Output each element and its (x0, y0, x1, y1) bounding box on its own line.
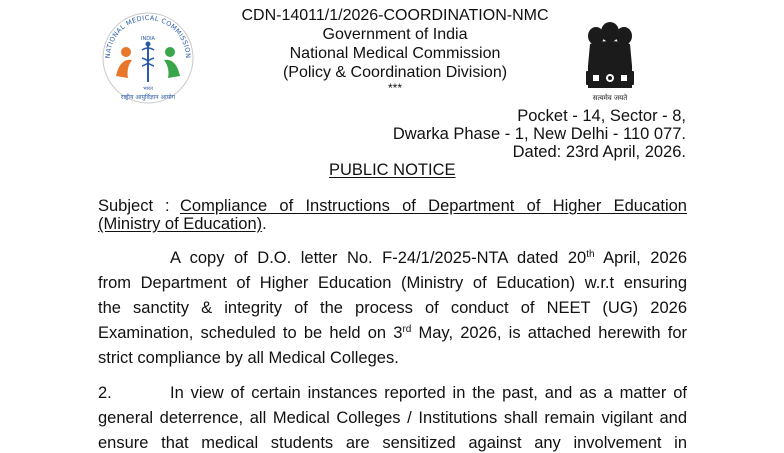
notice-date: Dated: 23rd April, 2026. (512, 143, 686, 161)
emblem-motto: सत्यमेव जयते (592, 94, 628, 102)
subject-label-text: Subject (98, 197, 154, 215)
para1-l4-post: May, 2026, is attached herewith for (411, 324, 687, 342)
logo-india-text: INDIA (141, 36, 155, 42)
para1-l4-sup: rd (402, 324, 412, 335)
subject-colon: : (165, 197, 170, 215)
subject-text-line-2 (98, 214, 267, 234)
address-line-1: Pocket - 14, Sector - 8, (517, 107, 686, 125)
para2-line-3: ensure that medical students are sensitized against any involvement in (98, 434, 687, 452)
para1-line-4 (98, 323, 687, 343)
header-division: (Policy & Coordination Division) (282, 64, 508, 81)
para1-l1-pre: A copy of D.O. letter No. F-24/1/2025-NTA dated 20 (170, 249, 587, 267)
para2-line-2: general deterrence, all Medical Colleges / Institutions shall remain vigilant and (98, 409, 687, 427)
address-line-2: Dwarka Phase - 1, New Delhi - 110 077. (392, 125, 686, 143)
para2-line-1: In view of certain instances reported in the past, and as a matter of (170, 384, 687, 402)
letter-header (200, 6, 590, 94)
subject-label (98, 196, 170, 216)
para1-l1-post: April, 2026 (594, 249, 687, 267)
para1-line-2: from Department of Higher Education (Ministry of Education) w.r.t ensuring (98, 274, 687, 292)
logo-arc-text: NATIONAL MEDICAL COMMISSION (103, 13, 193, 59)
subject-ministry: (Ministry of Education) (98, 215, 263, 233)
subject-period: . (262, 215, 267, 233)
header-stars: *** (387, 81, 402, 95)
para1-l1-sup: th (586, 249, 595, 260)
logo-hindi-small: भारत (143, 86, 153, 92)
para2-number: 2. (98, 384, 112, 402)
header-commission: National Medical Commission (289, 45, 501, 62)
logo-hindi-text: राष्ट्रीय आयुर्विज्ञान आयोग (120, 94, 176, 101)
header-government: Government of India (322, 26, 468, 43)
para1-line-3: the sanctity & integrity of the process of conduct of NEET (UG) 2026 (98, 299, 687, 317)
subject-text-line-1: Compliance of Instructions of Department of Higher Education (180, 197, 687, 215)
notice-title: PUBLIC NOTICE (329, 161, 456, 179)
nmc-logo (98, 10, 198, 106)
para1-line-1 (170, 248, 687, 268)
para1-l4-pre: Examination, scheduled to be held on 3 (98, 324, 403, 342)
para1-line-5: strict compliance by all Medical Colleges. (98, 349, 399, 367)
reference-number: CDN-14011/1/2026-COORDINATION-NMC (241, 7, 549, 24)
